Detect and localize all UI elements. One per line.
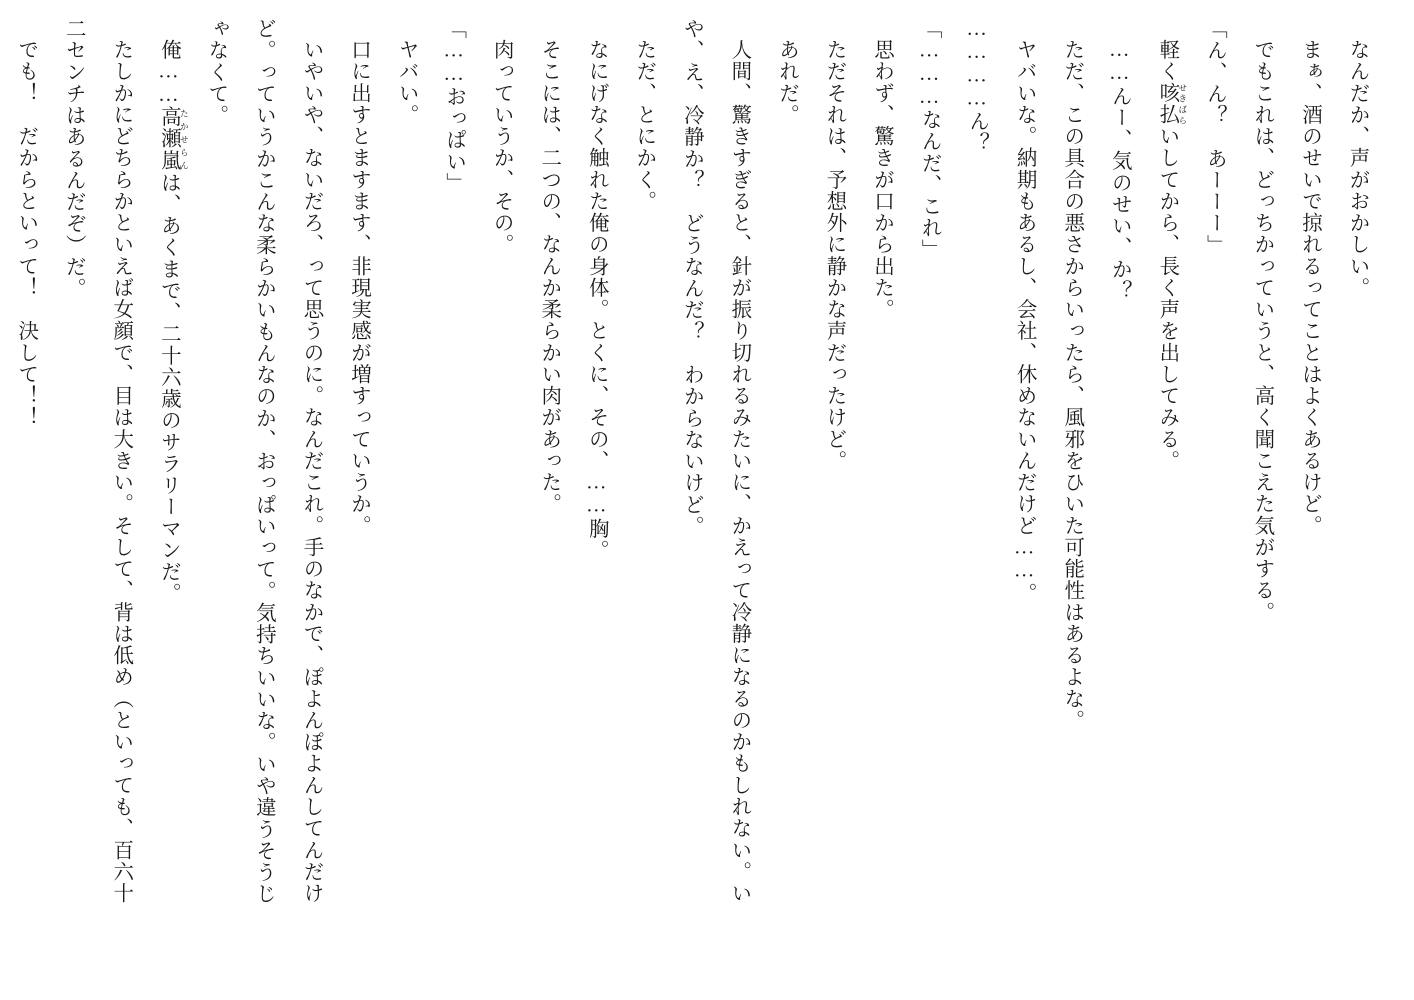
paragraph: なんだか、声がおかしい。 xyxy=(1346,38,1368,299)
ruby-annotation: 咳払 せきばら xyxy=(1155,81,1188,126)
paragraph: 人間、驚きすぎると、針が振り切れるみたいに、かえって冷静になるのかもしれない。い xyxy=(727,38,750,904)
paragraph: ただそれは、予想外に静かな声だったけど。 xyxy=(822,38,845,472)
paragraph: ただ、とにかく。 xyxy=(632,38,655,212)
paragraph: たしかにどちらかといえば女顔で、目は大きい。そして、背は低め（といっても、百六十 xyxy=(109,38,132,904)
paragraph: 俺……高瀬嵐 たかせらんは、あくまで、二十六歳のサラリーマンだ。 xyxy=(157,38,190,604)
paragraph: …………ん？ xyxy=(965,18,988,154)
paragraph: 口に出すとますます、非現実感が増すっていうか。 xyxy=(347,38,370,536)
paragraph: 思わず、驚きが口から出た。 xyxy=(870,38,893,320)
paragraph: でも！ だからといって！ 決して！！ xyxy=(14,38,37,428)
paragraph: 「ん、ん？ あーーー」 xyxy=(1203,18,1226,256)
paragraph: 二センチはあるんだぞ）だ。 xyxy=(62,18,85,300)
vertical-text-body xyxy=(14,18,1380,978)
paragraph: 「………なんだ、これ」 xyxy=(918,18,941,261)
paragraph: ヤバい。 xyxy=(395,38,418,126)
paragraph: いやいや、ないだろ、って思うのに。なんだこれ。手のなかで、ぽよんぽよんしてんだけ xyxy=(299,38,322,904)
ruby-annotation: 高瀬嵐 たかせらん xyxy=(157,106,190,172)
paragraph xyxy=(0,18,1,978)
paragraph: 「……おっぱい」 xyxy=(442,18,465,195)
paragraph: あれだ。 xyxy=(775,38,798,126)
paragraph: そこには、二つの、なんか柔らかい肉があった。 xyxy=(537,38,560,515)
paragraph: まぁ、酒のせいで掠れるってことはよくあるけど。 xyxy=(1298,38,1321,536)
paragraph: なにげなく触れた俺の身体。とくに、その、……胸。 xyxy=(585,38,608,561)
paragraph: ヤバいな。納期もあるし、会社、休めないんだけど……。 xyxy=(1013,38,1036,604)
paragraph: ど。っていうかこんな柔らかいもんなのか、おっぱいって。気持ちいいな。いや違うそうじ xyxy=(252,18,275,905)
paragraph: 肉っていうか、その。 xyxy=(490,38,513,255)
paragraph: ただ、この具合の悪さからいったら、風邪をひいた可能性はあるよな。 xyxy=(1060,38,1083,731)
paragraph: 軽く咳払 せきばらいしてから、長く声を出してみる。 xyxy=(1155,38,1188,472)
paragraph: ……んー、気のせい、か？ xyxy=(1108,38,1131,302)
paragraph: や、え、冷静か？ どうなんだ？ わからないけど。 xyxy=(680,18,703,538)
paragraph: でもこれは、どっちかっていうと、高く聞こえた気がする。 xyxy=(1250,38,1273,623)
paragraph: ゃなくて。 xyxy=(204,18,227,127)
